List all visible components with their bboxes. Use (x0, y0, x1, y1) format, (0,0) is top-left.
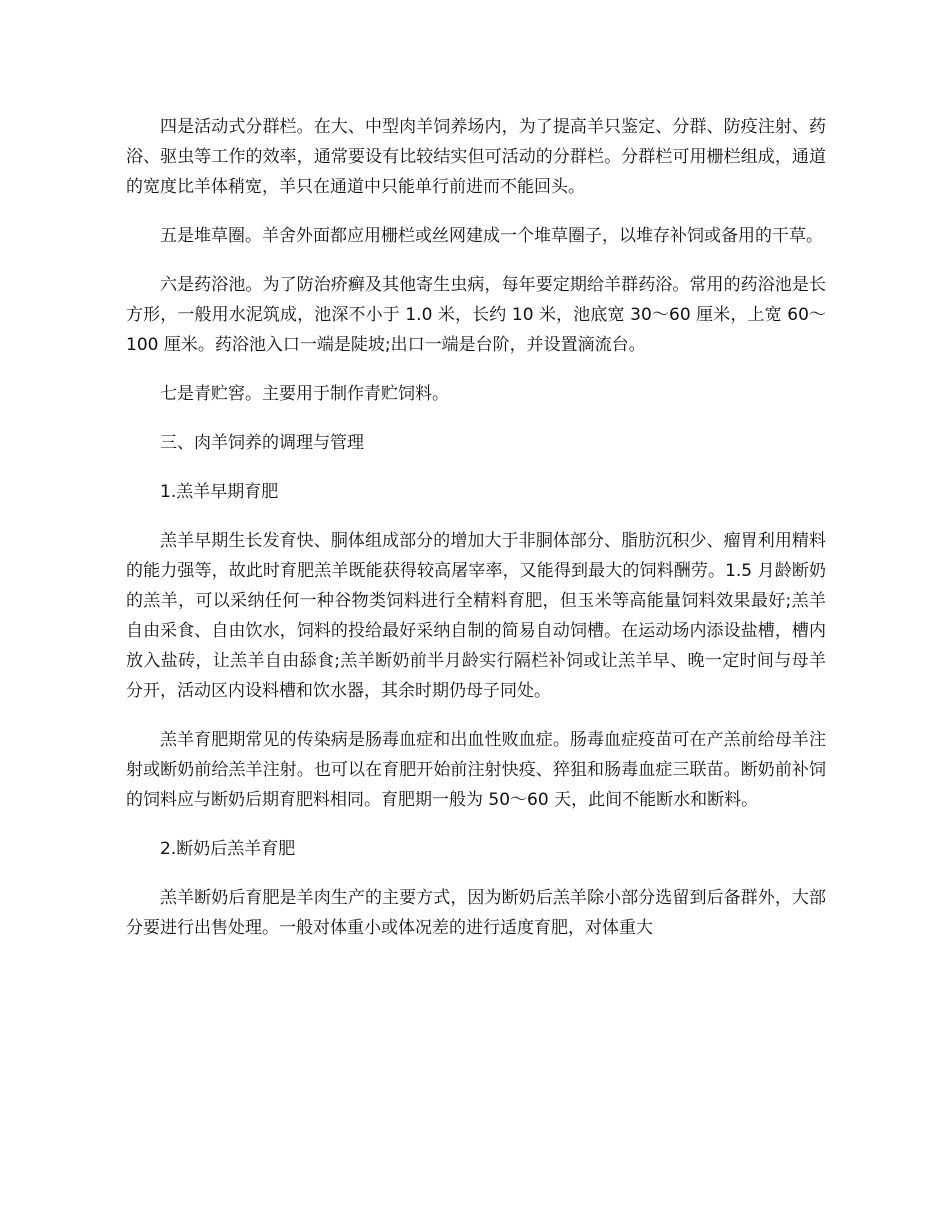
paragraph-silage-pit: 七是青贮窖。主要用于制作青贮饲料。 (160, 384, 449, 404)
paragraph-sorting-pen: 四是活动式分群栏。在大、中型肉羊饲养场内，为了提高羊只鉴定、分群、防疫注射、药浴、驱虫等工作的效率，通常要设有比较结实但可活动的分群栏。分群栏可用栅栏组成，通道的宽度比羊体稍宽，羊只在通道中只能单行前进而不能回头。 (126, 117, 826, 197)
paragraph-early-fattening: 羔羊早期生长发育快、胴体组成部分的增加大于非胴体部分、脂肪沉积少、瘤胃利用精料的能力强等，故此时育肥羔羊既能获得较高屠宰率，又能得到最大的饲料酬劳。1.5 月龄断奶的羔羊，可以采纳任何一种谷物类饲料进行全精料育肥，但玉米等高能量饲料效果最好;羔羊自由采食、自由饮水，饲料的投给最好采纳自制的简易自动饲槽。在运动场内添设盐槽，槽内放入盐砖，让羔羊自由舔食;羔羊断奶前半月龄实行隔栏补饲或让羔羊早、晚一定时间与母羊分开，活动区内设料槽和饮水器，其余时期仍母子同处。 (126, 531, 826, 701)
document-body (126, 112, 826, 962)
paragraph-disease-prevention: 羔羊育肥期常见的传染病是肠毒血症和出血性败血症。肠毒血症疫苗可在产羔前给母羊注射或断奶前给羔羊注射。也可以在育肥开始前注射快疫、猝狙和肠毒血症三联苗。断奶前补饲的饲料应与断奶后期育肥料相同。育肥期一般为 50～60 天，此间不能断水和断料。 (126, 730, 826, 810)
subsection-heading-early-fattening: 1.羔羊早期育肥 (160, 482, 279, 502)
section-heading: 三、肉羊饲养的调理与管理 (160, 433, 364, 453)
paragraph-dip-tank: 六是药浴池。为了防治疥癣及其他寄生虫病，每年要定期给羊群药浴。常用的药浴池是长方形，一般用水泥筑成，池深不小于 1.0 米，长约 10 米，池底宽 30～60 厘米，上宽 60～100 厘米。药浴池入口一端是陡坡;出口一端是台阶，并设置滴流台。 (126, 275, 826, 355)
paragraph-hay-pen: 五是堆草圈。羊舍外面都应用栅栏或丝网建成一个堆草圈子，以堆存补饲或备用的干草。 (160, 226, 823, 246)
subsection-heading-post-weaning: 2.断奶后羔羊育肥 (160, 839, 296, 859)
paragraph-post-weaning: 羔羊断奶后育肥是羊肉生产的主要方式，因为断奶后羔羊除小部分选留到后备群外，大部分要进行出售处理。一般对体重小或体况差的进行适度育肥，对体重大 (126, 888, 826, 938)
